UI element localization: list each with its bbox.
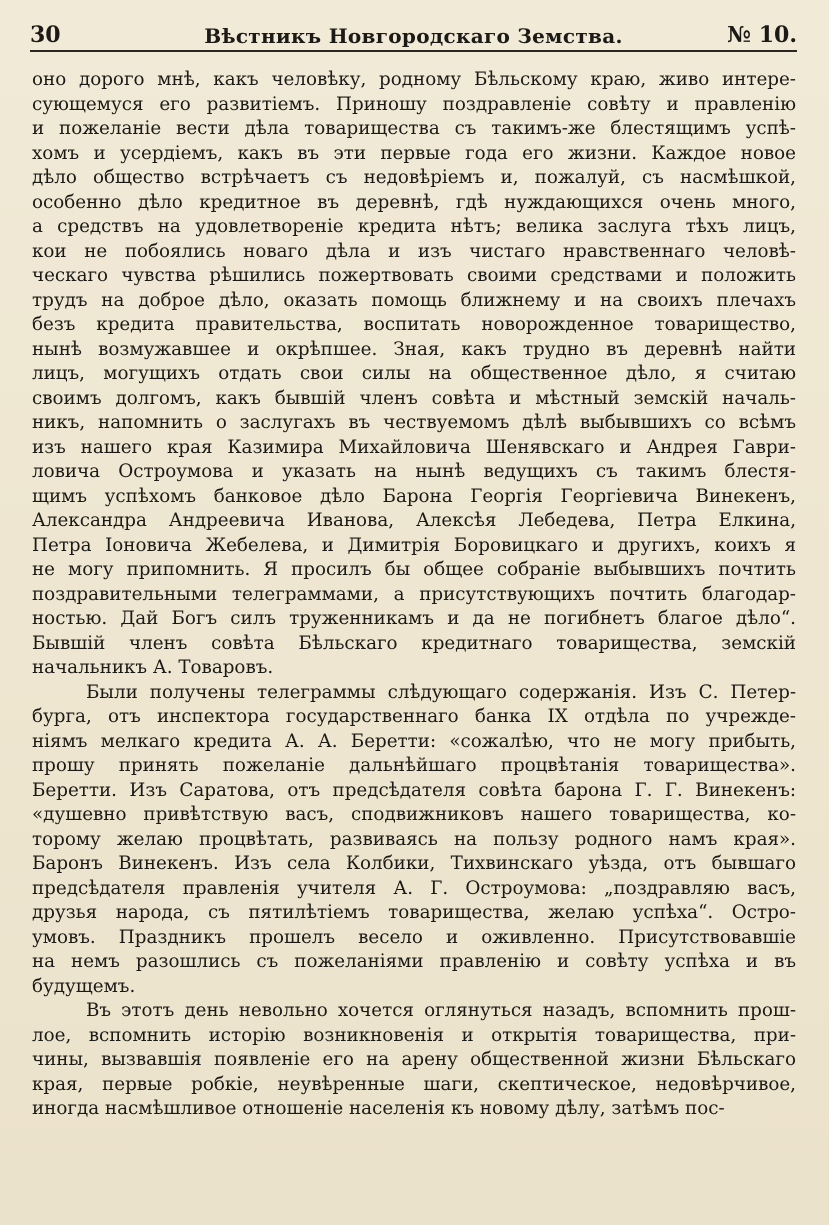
text-line: хомъ и усердіемъ, какъ въ эти первые года его жизни. Каждое новое — [32, 142, 796, 164]
text-line: и пожеланіе вести дѣла товарищества съ такимъ-же блестящимъ успѣ- — [32, 118, 796, 139]
text-line: лицъ, могущихъ отдать свои силы на общественное дѣло, я считаю — [32, 363, 796, 384]
text-line: умовъ. Праздникъ прошелъ весело и оживленно. Присутствовавшіе — [32, 926, 796, 948]
text-line: кои не побоялись новаго дѣла и изъ чистаго нравственнаго человѣ- — [32, 240, 796, 262]
text-line: торому желаю процвѣтать, развиваясь на пользу родного намъ края». — [32, 828, 796, 850]
text-line: изъ нашего края Казимира Михайловича Шенявскаго и Андрея Гаври- — [32, 436, 796, 458]
text-line: безъ кредита правительства, воспитать новорожденное товарищество, — [32, 314, 796, 335]
text-line: а средствъ на удовлетвореніе кредита нѣтъ; велика заслуга тѣхъ лицъ, — [32, 216, 796, 237]
text-line: сующемуся его развитіемъ. Приношу поздравленіе совѣту и правленію — [32, 93, 796, 115]
text-line: поздравительными телеграммами, а присутствующихъ почтить благодар- — [32, 583, 796, 605]
text-line: предсѣдателя правленія учителя А. Г. Остроумова: „поздравляю васъ, — [32, 877, 796, 899]
text-line: щимъ успѣхомъ банковое дѣло Барона Георгія Георгіевича Винекенъ, — [32, 485, 796, 507]
paragraph — [32, 999, 796, 1122]
text-line: иногда насмѣшливое отношеніе населенія къ новому дѣлу, затѣмъ пос- — [32, 1098, 725, 1119]
text-line: ніямъ мелкаго кредита А. А. Беретти: «сожалѣю, что не могу прибыть, — [32, 730, 796, 752]
page-header — [30, 20, 797, 54]
text-line: особенно дѣло кредитное въ деревнѣ, гдѣ нуждающихся очень много, — [32, 191, 796, 213]
text-line: ческаго чувства рѣшились пожертвовать своими средствами и положить — [32, 265, 796, 286]
paragraph — [32, 681, 796, 1000]
text-line: на немъ разошлись съ пожеланіями правленію и совѣту успѣха и въ — [32, 951, 796, 972]
text-line: чины, вызвавшія появленіе его на арену общественной жизни Бѣльскаго — [32, 1049, 796, 1070]
text-line: трудъ на доброе дѣло, оказать помощь ближнему и на своихъ плечахъ — [32, 289, 796, 311]
text-line: ностью. Дай Богъ силъ труженникамъ и да не погибнетъ благое дѣло“. — [32, 608, 796, 629]
text-line: Бывшій членъ совѣта Бѣльскаго кредитнаго товарищества, земскій — [32, 632, 796, 654]
issue-number: № 10. — [727, 22, 797, 48]
text-line: будущемъ. — [32, 975, 136, 997]
text-line: края, первые робкіе, неувѣренные шаги, скептическое, недовѣрчивое, — [32, 1073, 796, 1095]
text-line: Были получены телеграммы слѣдующаго содержанія. Изъ С. Петер- — [86, 681, 796, 703]
header-rule — [30, 50, 797, 52]
article-body — [32, 68, 796, 1122]
text-line: друзья народа, съ пятилѣтіемъ товарищества, желаю успѣха“. Остро- — [32, 902, 796, 923]
text-line: прошу принять пожеланіе дальнѣйшаго процвѣтанія товарищества». — [32, 755, 796, 776]
text-line: оно дорого мнѣ, какъ человѣку, родному Бѣльскому краю, живо интере- — [32, 69, 796, 90]
text-line: Въ этотъ день невольно хочется оглянуться назадъ, вспомнить прош- — [86, 1000, 796, 1021]
text-line: «душевно привѣтствую васъ, сподвижниковъ нашего товарищества, ко- — [32, 804, 796, 825]
text-line: лое, вспомнить исторію возникновенія и открытія товарищества, при- — [32, 1024, 796, 1046]
text-line: не могу припомнить. Я просилъ бы общее собраніе выбывшихъ почтить — [32, 559, 796, 580]
text-line: Александра Андреевича Иванова, Алексѣя Лебедева, Петра Елкина, — [32, 510, 796, 531]
page-number: 30 — [30, 22, 61, 48]
text-line: Петра Іоновича Жебелева, и Димитрія Боровицкаго и другихъ, коихъ я — [32, 534, 796, 556]
text-line: нынѣ возмужавшее и окрѣпшее. Зная, какъ трудно въ деревнѣ найти — [32, 338, 796, 360]
text-line: начальникъ А. Товаровъ. — [32, 657, 274, 678]
text-line: своимъ долгомъ, какъ бывшій членъ совѣта и мѣстный земскій началь- — [32, 387, 796, 409]
text-line: ловича Остроумова и указать на нынѣ ведущихъ съ такимъ блестя- — [32, 461, 796, 482]
text-line: бурга, отъ инспектора государственнаго банка IX отдѣла по учрежде- — [32, 706, 796, 727]
text-line: Баронъ Винекенъ. Изъ села Колбики, Тихвинскаго уѣзда, отъ бывшаго — [32, 853, 796, 874]
paragraph — [32, 68, 796, 681]
text-line: Беретти. Изъ Саратова, отъ предсѣдателя совѣта барона Г. Г. Винекенъ: — [32, 779, 796, 801]
journal-title: Вѣстникъ Новгородскаго Земства. — [204, 24, 623, 48]
text-line: дѣло общество встрѣчаетъ съ недовѣріемъ и, пожалуй, съ насмѣшкой, — [32, 167, 796, 188]
text-line: никъ, напомнить о заслугахъ въ чествуемомъ дѣлѣ выбывшихъ со всѣмъ — [32, 412, 796, 433]
